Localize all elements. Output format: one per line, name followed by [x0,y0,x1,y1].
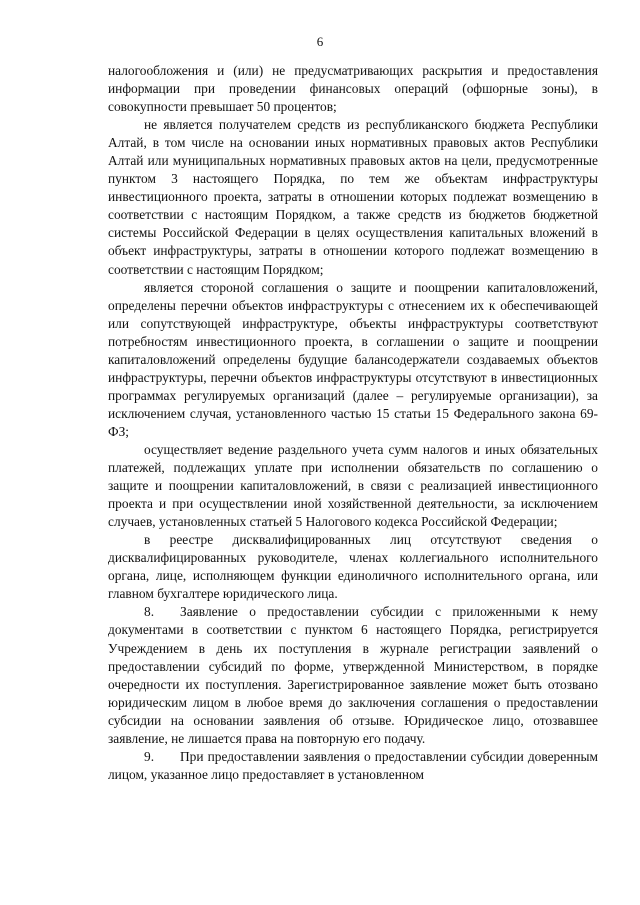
paragraph-disqualified-registry: в реестре дисквалифицированных лиц отсутствуют сведения о дисквалифицированных руководителе, членах коллегиального исполнительного органа, лице, исполняющем функции единоличного исполнительного органа, или главном бухгалтере юридического лица. [108,532,598,602]
paragraph-separate-accounting: осуществляет ведение раздельного учета сумм налогов и иных обязательных платежей, подлежащих уплате при исполнении обязательств по соглашению о защите и поощрении капиталовложений, в связи с реализацией инвестиционного проекта и при осуществлении иной хозяйственной деятельности, за исключением случаев, установленных статьей 5 Налогового кодекса Российской Федерации; [108,441,598,530]
item-number: 9. [144,748,155,764]
page-number: 6 [316,34,324,49]
item-text: Заявление о предоставлении субсидии с приложенными к нему документами в соответствии с пунктом 6 настоящего Порядка, регистрируется Учреждением в день их поступления в журнале регистрации заявлений о предоставлении субсидий по форме, утвержденной Министерством, в порядке очередности их поступления. Зарегистрированное заявление может быть отозвано юридическим лицом в любое время до заключения соглашения о предоставлении субсидии на основании заявления об отзыве. Юридическое лицо, отозвавшее заявление, не лишается права на повторную его подачу. [108,604,598,746]
paragraph-agreement-party: является стороной соглашения о защите и поощрении капиталовложений, определены перечни объектов инфраструктуры с отнесением их к обеспечивающей или сопутствующей инфраструктуре, объекты инфраструктуры соответствуют потребностям инвестиционного проекта, в соглашении о защите и поощрении капиталовложений определены будущие балансодержатели создаваемых объектов инфраструктуры, перечни объектов инфраструктуры отсутствуют в инвестиционных программах регулируемых организаций (далее – регулируемые организации), за исключением случая, установленного частью 15 статьи 15 Федерального закона 69-ФЗ; [108,279,598,439]
paragraph-item-8 [108,603,598,747]
item-number: 8. [144,604,155,620]
paragraph-item-9 [108,748,598,784]
document-body [108,62,598,784]
item-text: При предоставлении заявления о предоставлении субсидии доверенным лицом, указанное лицо предоставляет в установленном [108,748,598,782]
paragraph-not-budget-recipient: не является получателем средств из республиканского бюджета Республики Алтай, в том числе на основании иных нормативных правовых актов Республики Алтай или муниципальных нормативных правовых актов на цели, предусмотренные пунктом 3 настоящего Порядка, по тем же объектам инфраструктуры инвестиционного проекта, затраты в отношении которых подлежат возмещению в соответствии с настоящим Порядком, а также средств из бюджетов бюджетной системы Российской Федерации в целях осуществления капитальных вложений в объект инфраструктуры, затраты в отношении которого подлежат возмещению в соответствии с настоящим Порядком; [108,117,598,277]
paragraph-offshore-continuation: налогообложения и (или) не предусматривающих раскрытия и предоставления информации при проведении финансовых операций (офшорные зоны), в совокупности превышает 50 процентов; [108,63,598,115]
